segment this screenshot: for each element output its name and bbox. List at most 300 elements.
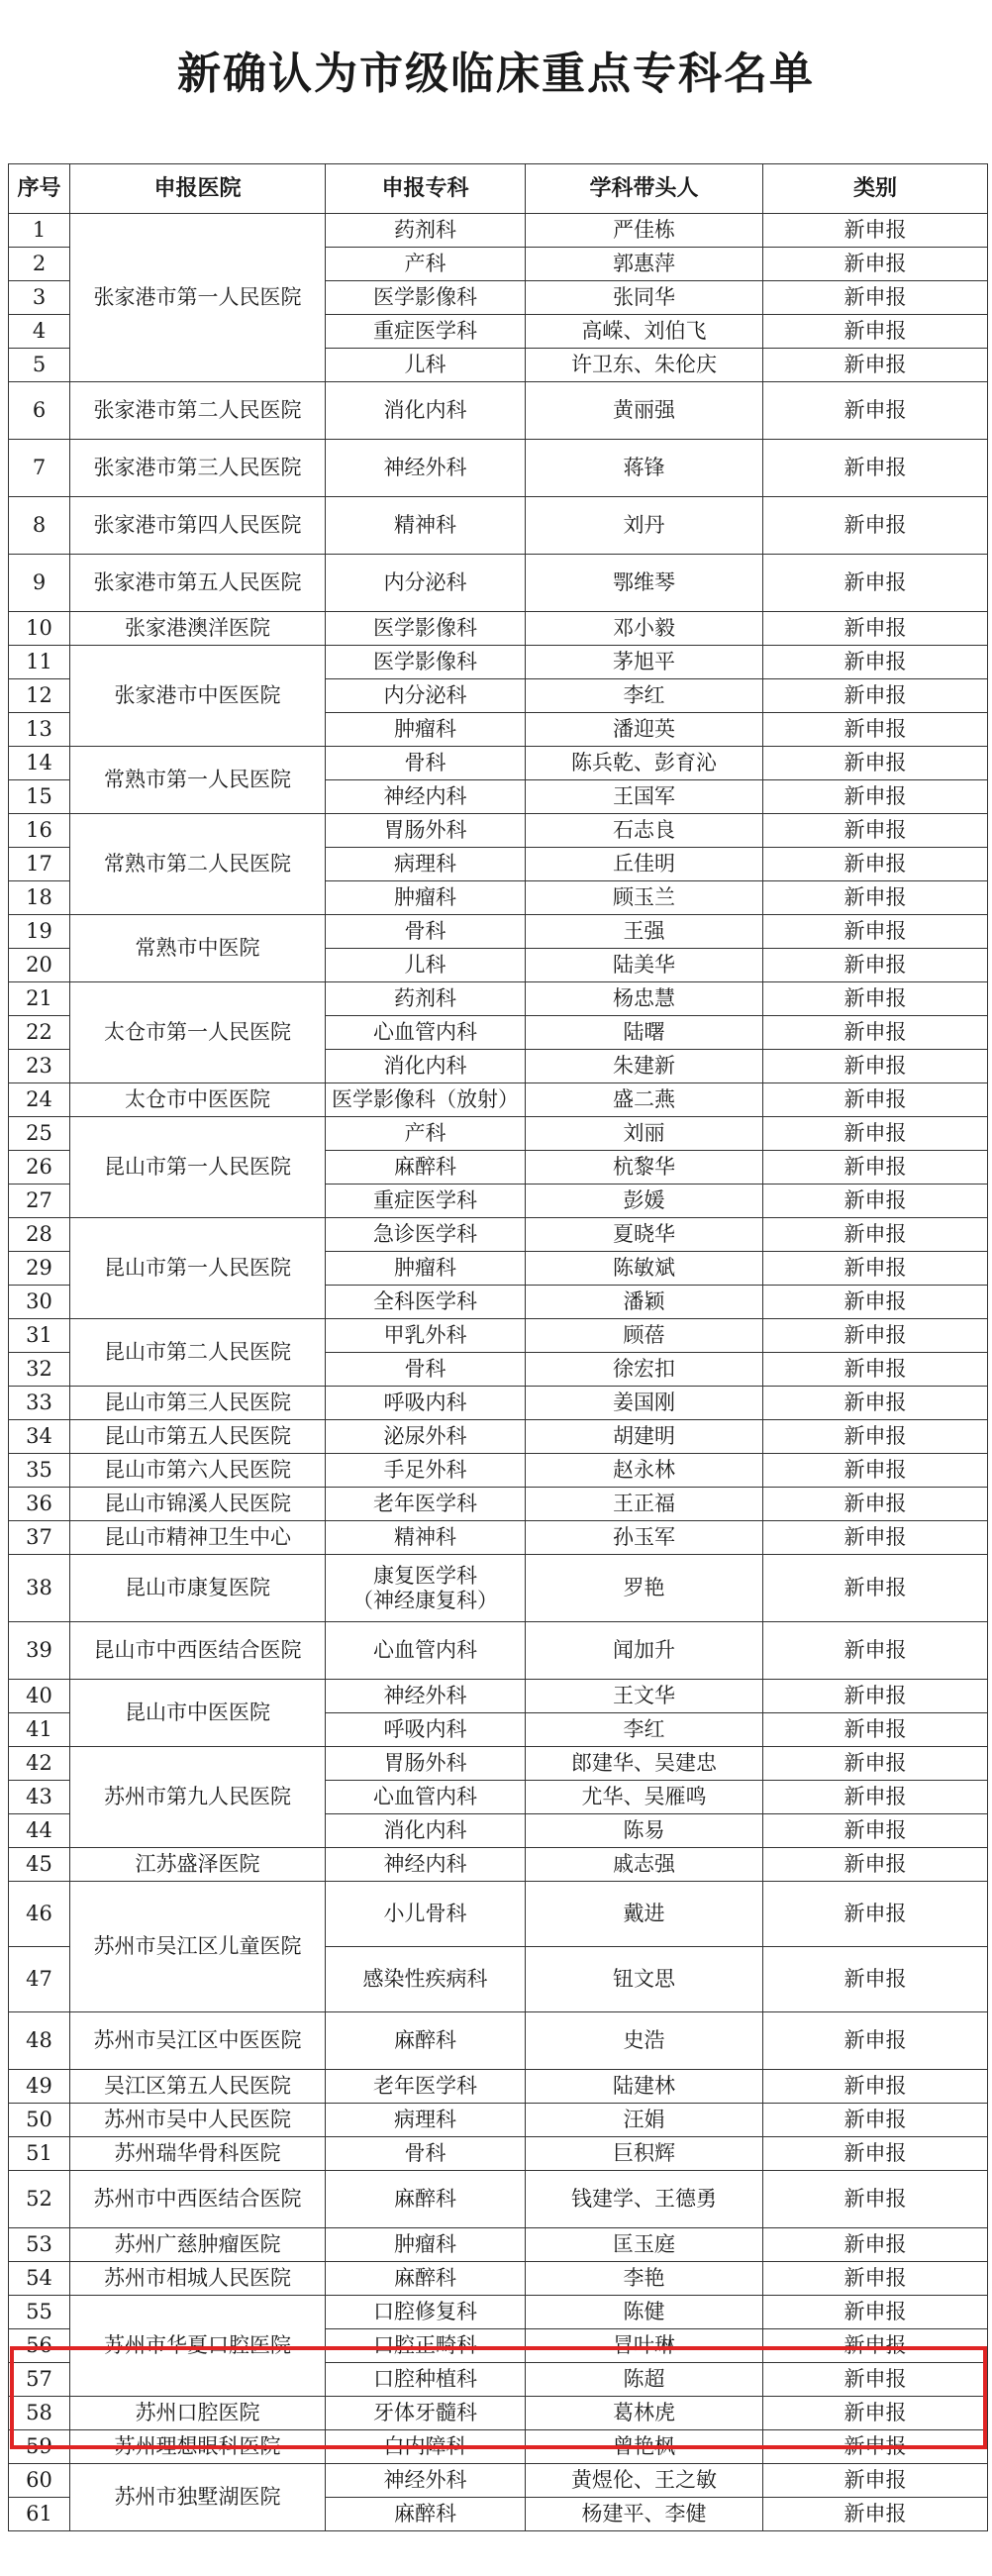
category-cell: 新申报 xyxy=(763,2262,988,2296)
category-cell: 新申报 xyxy=(763,497,988,555)
row-number: 58 xyxy=(9,2397,70,2430)
row-number: 23 xyxy=(9,1050,70,1083)
leader-cell: 潘颖 xyxy=(526,1286,763,1319)
leader-cell: 陆建林 xyxy=(526,2070,763,2104)
specialty-cell: 心血管内科 xyxy=(326,1016,526,1050)
specialty-cell: 消化内科 xyxy=(326,1814,526,1848)
row-number: 29 xyxy=(9,1252,70,1286)
category-cell: 新申报 xyxy=(763,848,988,881)
category-cell: 新申报 xyxy=(763,881,988,915)
table-row xyxy=(9,382,988,440)
specialty-cell: 肿瘤科 xyxy=(326,1252,526,1286)
row-number: 30 xyxy=(9,1286,70,1319)
row-number: 16 xyxy=(9,814,70,848)
row-number: 56 xyxy=(9,2329,70,2363)
table-row xyxy=(9,214,988,248)
row-number: 4 xyxy=(9,315,70,349)
category-cell: 新申报 xyxy=(763,1555,988,1622)
specialty-cell: 呼吸内科 xyxy=(326,1713,526,1747)
leader-cell: 朱建新 xyxy=(526,1050,763,1083)
category-cell: 新申报 xyxy=(763,2363,988,2397)
category-cell: 新申报 xyxy=(763,2070,988,2104)
category-cell: 新申报 xyxy=(763,2430,988,2464)
category-cell: 新申报 xyxy=(763,1420,988,1454)
category-cell: 新申报 xyxy=(763,2228,988,2262)
row-number: 21 xyxy=(9,982,70,1016)
category-cell: 新申报 xyxy=(763,1747,988,1781)
specialty-cell: 白内障科 xyxy=(326,2430,526,2464)
leader-cell: 高嵘、刘伯飞 xyxy=(526,315,763,349)
category-cell: 新申报 xyxy=(763,2104,988,2137)
hospital-cell: 苏州市相城人民医院 xyxy=(70,2262,326,2296)
specialty-cell: 重症医学科 xyxy=(326,1185,526,1218)
row-number: 34 xyxy=(9,1420,70,1454)
category-cell: 新申报 xyxy=(763,1488,988,1521)
row-number: 11 xyxy=(9,646,70,679)
category-cell: 新申报 xyxy=(763,281,988,315)
specialty-line: （神经康复科） xyxy=(352,1588,498,1612)
table-row xyxy=(9,646,988,679)
row-number: 10 xyxy=(9,612,70,646)
hospital-cell: 昆山市锦溪人民医院 xyxy=(70,1488,326,1521)
header-no: 序号 xyxy=(9,164,70,214)
row-number: 57 xyxy=(9,2363,70,2397)
specialty-cell: 肿瘤科 xyxy=(326,881,526,915)
leader-cell: 张同华 xyxy=(526,281,763,315)
row-number: 45 xyxy=(9,1848,70,1882)
hospital-cell: 张家港市第三人民医院 xyxy=(70,440,326,497)
category-cell: 新申报 xyxy=(763,315,988,349)
leader-cell: 陈健 xyxy=(526,2296,763,2329)
category-cell: 新申报 xyxy=(763,2498,988,2531)
table-row xyxy=(9,1882,988,1947)
table-row xyxy=(9,1454,988,1488)
table-row xyxy=(9,2137,988,2171)
table-row xyxy=(9,2070,988,2104)
table-row xyxy=(9,2397,988,2430)
leader-cell: 夏晓华 xyxy=(526,1218,763,1252)
leader-cell: 陈超 xyxy=(526,2363,763,2397)
specialty-cell: 神经外科 xyxy=(326,2464,526,2498)
leader-cell: 潘迎英 xyxy=(526,713,763,747)
row-number: 14 xyxy=(9,747,70,780)
row-number: 36 xyxy=(9,1488,70,1521)
table-row xyxy=(9,1747,988,1781)
row-number: 44 xyxy=(9,1814,70,1848)
specialty-cell: 骨科 xyxy=(326,747,526,780)
specialty-cell: 产科 xyxy=(326,248,526,281)
leader-cell: 李红 xyxy=(526,1713,763,1747)
row-number: 50 xyxy=(9,2104,70,2137)
row-number: 20 xyxy=(9,949,70,982)
leader-cell: 彭媛 xyxy=(526,1185,763,1218)
table-row xyxy=(9,747,988,780)
category-cell: 新申报 xyxy=(763,1083,988,1117)
row-number: 40 xyxy=(9,1680,70,1713)
category-cell: 新申报 xyxy=(763,679,988,713)
leader-cell: 匡玉庭 xyxy=(526,2228,763,2262)
row-number: 49 xyxy=(9,2070,70,2104)
header-specialty: 申报专科 xyxy=(326,164,526,214)
category-cell: 新申报 xyxy=(763,382,988,440)
category-cell: 新申报 xyxy=(763,1947,988,2012)
hospital-cell: 常熟市中医院 xyxy=(70,915,326,982)
category-cell: 新申报 xyxy=(763,713,988,747)
specialty-cell: 胃肠外科 xyxy=(326,814,526,848)
category-cell: 新申报 xyxy=(763,1151,988,1185)
category-cell: 新申报 xyxy=(763,1848,988,1882)
leader-cell: 史浩 xyxy=(526,2012,763,2070)
leader-cell: 刘丽 xyxy=(526,1117,763,1151)
category-cell: 新申报 xyxy=(763,2464,988,2498)
specialty-line: 康复医学科 xyxy=(373,1563,477,1588)
row-number: 42 xyxy=(9,1747,70,1781)
specialty-cell: 牙体牙髓科 xyxy=(326,2397,526,2430)
specialty-cell: 药剂科 xyxy=(326,214,526,248)
specialty-cell: 产科 xyxy=(326,1117,526,1151)
table-row xyxy=(9,915,988,949)
row-number: 13 xyxy=(9,713,70,747)
row-number: 5 xyxy=(9,349,70,382)
leader-cell: 赵永林 xyxy=(526,1454,763,1488)
leader-cell: 郭惠萍 xyxy=(526,248,763,281)
row-number: 31 xyxy=(9,1319,70,1353)
table-row xyxy=(9,440,988,497)
hospital-cell: 苏州市吴江区中医医院 xyxy=(70,2012,326,2070)
specialty-cell: 神经内科 xyxy=(326,780,526,814)
specialty-cell: 麻醉科 xyxy=(326,2498,526,2531)
table-row xyxy=(9,2296,988,2329)
category-cell: 新申报 xyxy=(763,1814,988,1848)
leader-cell: 汪娟 xyxy=(526,2104,763,2137)
row-number: 32 xyxy=(9,1353,70,1387)
specialty-cell: 甲乳外科 xyxy=(326,1319,526,1353)
specialty-cell: 麻醉科 xyxy=(326,2171,526,2228)
specialty-cell: 精神科 xyxy=(326,497,526,555)
table-row xyxy=(9,2464,988,2498)
category-cell: 新申报 xyxy=(763,982,988,1016)
specialty-cell: 骨科 xyxy=(326,2137,526,2171)
row-number: 18 xyxy=(9,881,70,915)
specialty-cell: 麻醉科 xyxy=(326,1151,526,1185)
table-body xyxy=(9,214,988,2531)
specialty-cell: 麻醉科 xyxy=(326,2012,526,2070)
row-number: 26 xyxy=(9,1151,70,1185)
table-row xyxy=(9,1319,988,1353)
specialty-cell: 肿瘤科 xyxy=(326,2228,526,2262)
table-row xyxy=(9,1218,988,1252)
leader-cell: 陆曙 xyxy=(526,1016,763,1050)
hospital-cell: 苏州广慈肿瘤医院 xyxy=(70,2228,326,2262)
specialty-cell: 口腔种植科 xyxy=(326,2363,526,2397)
category-cell: 新申报 xyxy=(763,1185,988,1218)
category-cell: 新申报 xyxy=(763,814,988,848)
specialty-cell: 感染性疾病科 xyxy=(326,1947,526,2012)
category-cell: 新申报 xyxy=(763,1050,988,1083)
specialty-cell: 手足外科 xyxy=(326,1454,526,1488)
leader-cell: 王国军 xyxy=(526,780,763,814)
hospital-cell: 苏州市独墅湖医院 xyxy=(70,2464,326,2531)
category-cell: 新申报 xyxy=(763,1781,988,1814)
category-cell: 新申报 xyxy=(763,248,988,281)
specialty-cell: 儿科 xyxy=(326,949,526,982)
table-row xyxy=(9,1387,988,1420)
specialty-cell: 麻醉科 xyxy=(326,2262,526,2296)
table-row xyxy=(9,1521,988,1555)
leader-cell: 严佳栋 xyxy=(526,214,763,248)
category-cell: 新申报 xyxy=(763,2012,988,2070)
leader-cell: 李艳 xyxy=(526,2262,763,2296)
row-number: 38 xyxy=(9,1555,70,1622)
specialty-cell: 口腔修复科 xyxy=(326,2296,526,2329)
table-row xyxy=(9,2430,988,2464)
category-cell: 新申报 xyxy=(763,1521,988,1555)
hospital-cell: 苏州理想眼科医院 xyxy=(70,2430,326,2464)
category-cell: 新申报 xyxy=(763,1016,988,1050)
hospital-cell: 苏州市吴江区儿童医院 xyxy=(70,1882,326,2012)
row-number: 6 xyxy=(9,382,70,440)
leader-cell: 胡建明 xyxy=(526,1420,763,1454)
specialty-cell: 心血管内科 xyxy=(326,1781,526,1814)
hospital-cell: 张家港市中医医院 xyxy=(70,646,326,747)
hospital-cell: 昆山市中医医院 xyxy=(70,1680,326,1747)
category-cell: 新申报 xyxy=(763,1454,988,1488)
specialty-cell: 老年医学科 xyxy=(326,1488,526,1521)
row-number: 46 xyxy=(9,1882,70,1947)
hospital-cell: 昆山市第三人民医院 xyxy=(70,1387,326,1420)
leader-cell: 王正福 xyxy=(526,1488,763,1521)
hospital-cell: 太仓市中医医院 xyxy=(70,1083,326,1117)
hospital-cell: 苏州瑞华骨科医院 xyxy=(70,2137,326,2171)
category-cell: 新申报 xyxy=(763,1622,988,1680)
row-number: 52 xyxy=(9,2171,70,2228)
row-number: 7 xyxy=(9,440,70,497)
leader-cell: 陆美华 xyxy=(526,949,763,982)
hospital-cell: 昆山市中西医结合医院 xyxy=(70,1622,326,1680)
leader-cell: 戚志强 xyxy=(526,1848,763,1882)
leader-cell: 罗艳 xyxy=(526,1555,763,1622)
header-leader: 学科带头人 xyxy=(526,164,763,214)
table-header-row xyxy=(9,164,988,214)
hospital-cell: 昆山市第六人民医院 xyxy=(70,1454,326,1488)
hospital-cell: 昆山市精神卫生中心 xyxy=(70,1521,326,1555)
leader-cell: 许卫东、朱伦庆 xyxy=(526,349,763,382)
leader-cell: 冒叶琳 xyxy=(526,2329,763,2363)
table-row xyxy=(9,2012,988,2070)
specialty-cell: 医学影像科 xyxy=(326,646,526,679)
category-cell: 新申报 xyxy=(763,555,988,612)
hospital-cell: 太仓市第一人民医院 xyxy=(70,982,326,1083)
table-row xyxy=(9,2171,988,2228)
leader-cell: 顾蓓 xyxy=(526,1319,763,1353)
leader-cell: 茅旭平 xyxy=(526,646,763,679)
specialty-cell: 消化内科 xyxy=(326,1050,526,1083)
specialty-cell: 消化内科 xyxy=(326,382,526,440)
row-number: 47 xyxy=(9,1947,70,2012)
table-row xyxy=(9,1083,988,1117)
leader-cell: 闻加升 xyxy=(526,1622,763,1680)
hospital-cell: 苏州市华夏口腔医院 xyxy=(70,2296,326,2397)
table-row xyxy=(9,2262,988,2296)
row-number: 28 xyxy=(9,1218,70,1252)
header-category: 类别 xyxy=(763,164,988,214)
specialty-cell: 泌尿外科 xyxy=(326,1420,526,1454)
row-number: 8 xyxy=(9,497,70,555)
leader-cell: 杭黎华 xyxy=(526,1151,763,1185)
category-cell: 新申报 xyxy=(763,1387,988,1420)
hospital-cell: 昆山市第二人民医院 xyxy=(70,1319,326,1387)
leader-cell: 石志良 xyxy=(526,814,763,848)
specialty-cell: 内分泌科 xyxy=(326,679,526,713)
specialty-cell: 医学影像科 xyxy=(326,281,526,315)
leader-cell: 陈易 xyxy=(526,1814,763,1848)
hospital-cell: 吴江区第五人民医院 xyxy=(70,2070,326,2104)
hospital-cell: 昆山市第一人民医院 xyxy=(70,1218,326,1319)
category-cell: 新申报 xyxy=(763,1882,988,1947)
leader-cell: 顾玉兰 xyxy=(526,881,763,915)
category-cell: 新申报 xyxy=(763,1117,988,1151)
category-cell: 新申报 xyxy=(763,1252,988,1286)
row-number: 19 xyxy=(9,915,70,949)
specialty-cell: 内分泌科 xyxy=(326,555,526,612)
table-row xyxy=(9,1622,988,1680)
row-number: 61 xyxy=(9,2498,70,2531)
hospital-cell: 昆山市第五人民医院 xyxy=(70,1420,326,1454)
table-row xyxy=(9,1555,988,1622)
hospital-cell: 江苏盛泽医院 xyxy=(70,1848,326,1882)
leader-cell: 蒋锋 xyxy=(526,440,763,497)
hospital-cell: 昆山市康复医院 xyxy=(70,1555,326,1622)
category-cell: 新申报 xyxy=(763,1319,988,1353)
hospital-cell: 苏州市第九人民医院 xyxy=(70,1747,326,1848)
hospital-cell: 张家港市第一人民医院 xyxy=(70,214,326,382)
specialty-cell: 精神科 xyxy=(326,1521,526,1555)
category-cell: 新申报 xyxy=(763,780,988,814)
category-cell: 新申报 xyxy=(763,949,988,982)
table-row xyxy=(9,555,988,612)
leader-cell: 曾艳枫 xyxy=(526,2430,763,2464)
specialty-cell: 肿瘤科 xyxy=(326,713,526,747)
specialty-cell: 骨科 xyxy=(326,915,526,949)
hospital-cell: 张家港市第五人民医院 xyxy=(70,555,326,612)
specialty-cell: 急诊医学科 xyxy=(326,1218,526,1252)
leader-cell: 黄煜伦、王之敏 xyxy=(526,2464,763,2498)
leader-cell: 葛林虎 xyxy=(526,2397,763,2430)
specialty-cell: 病理科 xyxy=(326,848,526,881)
hospital-cell: 常熟市第二人民医院 xyxy=(70,814,326,915)
row-number: 39 xyxy=(9,1622,70,1680)
leader-cell: 郎建华、吴建忠 xyxy=(526,1747,763,1781)
row-number: 27 xyxy=(9,1185,70,1218)
row-number: 53 xyxy=(9,2228,70,2262)
row-number: 59 xyxy=(9,2430,70,2464)
category-cell: 新申报 xyxy=(763,2171,988,2228)
leader-cell: 巨积辉 xyxy=(526,2137,763,2171)
row-number: 43 xyxy=(9,1781,70,1814)
specialty-cell: 口腔正畸科 xyxy=(326,2329,526,2363)
category-cell: 新申报 xyxy=(763,2137,988,2171)
category-cell: 新申报 xyxy=(763,1680,988,1713)
leader-cell: 黄丽强 xyxy=(526,382,763,440)
table-row xyxy=(9,814,988,848)
leader-cell: 姜国刚 xyxy=(526,1387,763,1420)
leader-cell: 钱建学、王德勇 xyxy=(526,2171,763,2228)
row-number: 2 xyxy=(9,248,70,281)
specialty-cell: 儿科 xyxy=(326,349,526,382)
row-number: 15 xyxy=(9,780,70,814)
category-cell: 新申报 xyxy=(763,915,988,949)
category-cell: 新申报 xyxy=(763,1218,988,1252)
hospital-cell: 张家港市第二人民医院 xyxy=(70,382,326,440)
hospital-cell: 苏州市中西医结合医院 xyxy=(70,2171,326,2228)
hospital-cell: 张家港澳洋医院 xyxy=(70,612,326,646)
table-row xyxy=(9,2228,988,2262)
leader-cell: 戴进 xyxy=(526,1882,763,1947)
hospital-cell: 常熟市第一人民医院 xyxy=(70,747,326,814)
row-number: 3 xyxy=(9,281,70,315)
specialty-cell: 心血管内科 xyxy=(326,1622,526,1680)
row-number: 24 xyxy=(9,1083,70,1117)
leader-cell: 王强 xyxy=(526,915,763,949)
table-row xyxy=(9,612,988,646)
leader-cell: 陈敏斌 xyxy=(526,1252,763,1286)
hospital-cell: 张家港市第四人民医院 xyxy=(70,497,326,555)
hospital-cell: 昆山市第一人民医院 xyxy=(70,1117,326,1218)
leader-cell: 尤华、吴雁鸣 xyxy=(526,1781,763,1814)
row-number: 1 xyxy=(9,214,70,248)
specialty-cell: 全科医学科 xyxy=(326,1286,526,1319)
leader-cell: 盛二燕 xyxy=(526,1083,763,1117)
category-cell: 新申报 xyxy=(763,2329,988,2363)
specialty-cell: 小儿骨科 xyxy=(326,1882,526,1947)
specialty-cell: 老年医学科 xyxy=(326,2070,526,2104)
hospital-cell: 苏州口腔医院 xyxy=(70,2397,326,2430)
specialty-table xyxy=(8,163,988,2531)
category-cell: 新申报 xyxy=(763,2397,988,2430)
leader-cell: 钮文思 xyxy=(526,1947,763,2012)
leader-cell: 鄂维琴 xyxy=(526,555,763,612)
specialty-cell: 医学影像科 xyxy=(326,612,526,646)
category-cell: 新申报 xyxy=(763,1713,988,1747)
header-hospital: 申报医院 xyxy=(70,164,326,214)
row-number: 17 xyxy=(9,848,70,881)
specialty-cell: 病理科 xyxy=(326,2104,526,2137)
specialty-cell: 神经外科 xyxy=(326,440,526,497)
leader-cell: 孙玉军 xyxy=(526,1521,763,1555)
hospital-cell: 苏州市吴中人民医院 xyxy=(70,2104,326,2137)
category-cell: 新申报 xyxy=(763,612,988,646)
row-number: 51 xyxy=(9,2137,70,2171)
table-row xyxy=(9,982,988,1016)
category-cell: 新申报 xyxy=(763,2296,988,2329)
row-number: 55 xyxy=(9,2296,70,2329)
specialty-cell xyxy=(326,1555,526,1622)
page-title: 新确认为市级临床重点专科名单 xyxy=(177,49,815,99)
leader-cell: 王文华 xyxy=(526,1680,763,1713)
row-number: 33 xyxy=(9,1387,70,1420)
category-cell: 新申报 xyxy=(763,349,988,382)
leader-cell: 陈兵乾、彭育沁 xyxy=(526,747,763,780)
category-cell: 新申报 xyxy=(763,1353,988,1387)
leader-cell: 杨忠慧 xyxy=(526,982,763,1016)
specialty-cell: 神经内科 xyxy=(326,1848,526,1882)
row-number: 12 xyxy=(9,679,70,713)
row-number: 9 xyxy=(9,555,70,612)
row-number: 41 xyxy=(9,1713,70,1747)
leader-cell: 杨建平、李健 xyxy=(526,2498,763,2531)
specialty-cell: 药剂科 xyxy=(326,982,526,1016)
category-cell: 新申报 xyxy=(763,747,988,780)
